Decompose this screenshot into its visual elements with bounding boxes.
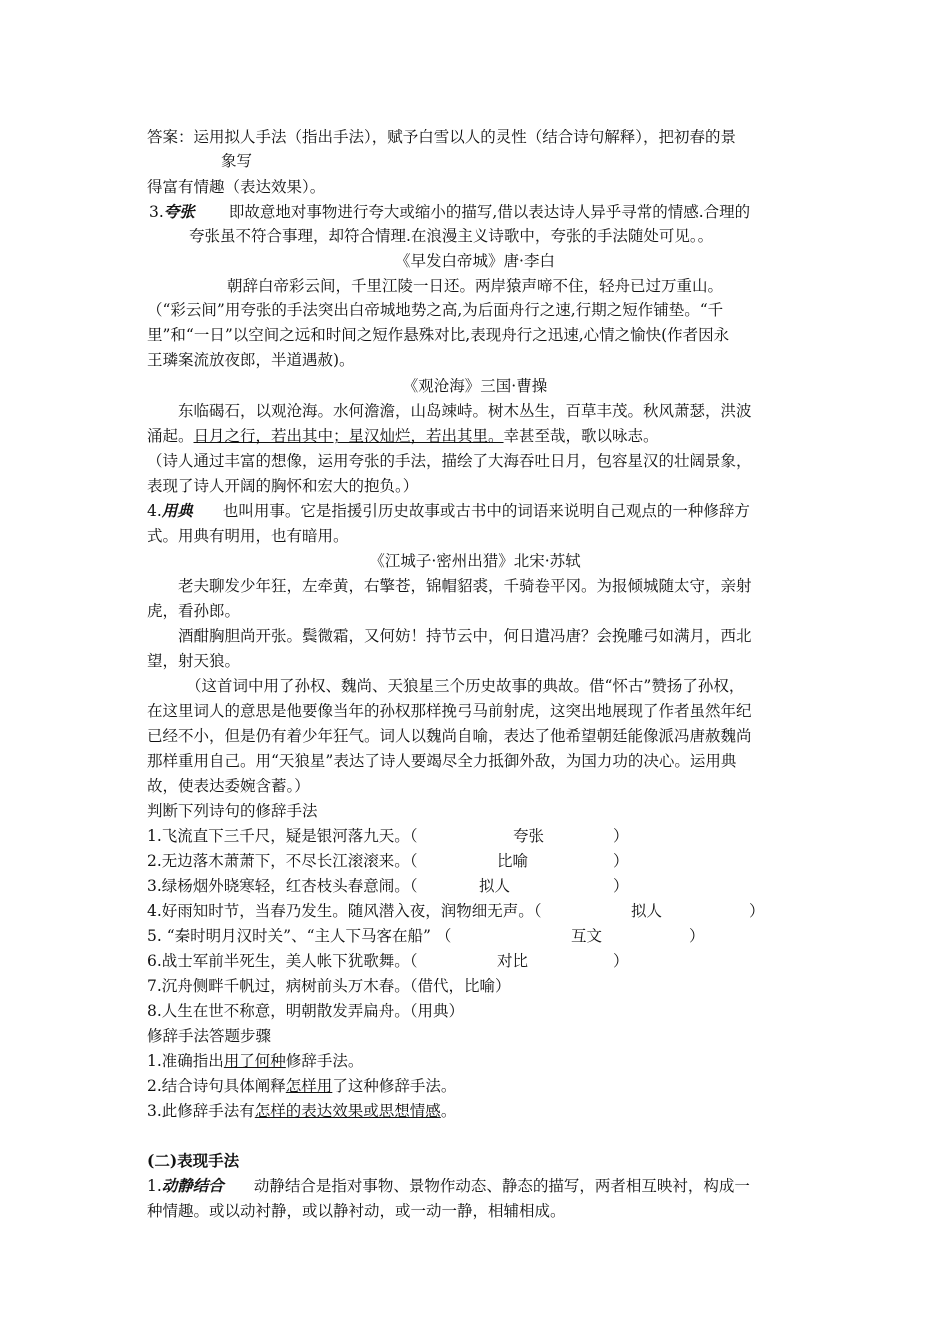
- analysis-line: 那样重用自己。用“天狼星”表达了诗人要竭尽全力抵御外敌，为国力功的决心。运用典: [147, 752, 737, 770]
- item-number: 3.: [149, 203, 164, 221]
- step-item: 3.此修辞手法有怎样的表达效果或思想情感。: [147, 1102, 457, 1120]
- hyperbole-heading: [149, 202, 750, 222]
- exercise-item: 2.无边落木萧萧下，不尽长江滚滚来。（ 比喻 ）: [147, 852, 629, 870]
- exercise-answer: 对比: [497, 952, 529, 970]
- poem-title-zaofa: 《早发白帝城》唐·李白: [395, 252, 555, 270]
- dynamic-static-heading: [147, 1176, 750, 1196]
- poem-title-jiangchengzi: 《江城子·密州出猎》北宋·苏轼: [369, 552, 581, 570]
- analysis-line: 王璘案流放夜郎，半道遇赦)。: [147, 351, 355, 369]
- exercise-answer: 拟人: [631, 902, 663, 920]
- exercise-item: 6.战士军前半死生，美人帐下犹歌舞。（ 对比 ）: [147, 952, 629, 970]
- poem-body-guancanghai-cont: 涌起。日月之行，若出其中；星汉灿烂，若出其里。幸甚至哉，歌以咏志。: [147, 427, 659, 445]
- allusion-definition: 也叫用事。它是指援引历史故事或古书中的词语来说明自己观点的一种修辞方: [222, 502, 750, 520]
- exercise-answer: 互文: [571, 927, 603, 945]
- term-allusion: 用典: [161, 501, 193, 520]
- exercise-item: 8.人生在世不称意，明朝散发弄扁舟。（用典）: [147, 1002, 465, 1020]
- exercise-item: 1.飞流直下三千尺，疑是银河落九天。（ 夸张 ）: [147, 827, 629, 845]
- analysis-line: （这首词中用了孙权、魏尚、天狼星三个历史故事的典故。借“怀古”赞扬了孙权，: [186, 677, 745, 695]
- poem-body-jiangchengzi: 酒酣胸胆尚开张。鬓微霜，又何妨！持节云中，何日遣冯唐？会挽雕弓如满月，西北: [178, 627, 752, 645]
- dynamic-static-definition: 动静结合是指对事物、景物作动态、静态的描写，两者相互映衬，构成一: [253, 1177, 750, 1195]
- poem-body-guancanghai: 东临碣石，以观沧海。水何澹澹，山岛竦峙。树木丛生，百草丰茂。秋风萧瑟，洪波: [178, 402, 752, 420]
- exercise-item: 7.沉舟侧畔千帆过，病树前头万木春。（借代，比喻）: [147, 977, 511, 995]
- poem-body-jiangchengzi: 虎，看孙郎。: [147, 602, 241, 620]
- exercise-answer: 拟人: [479, 877, 511, 895]
- item-number: 4.: [147, 502, 162, 520]
- term-hyperbole: 夸张: [163, 202, 195, 221]
- analysis-line: 表现了诗人开阔的胸怀和宏大的抱负。）: [147, 477, 419, 495]
- exercise-heading: 判断下列诗句的修辞手法: [147, 802, 318, 820]
- item-number: 1.: [147, 1177, 162, 1195]
- answer-line-2: 象写: [221, 152, 253, 170]
- exercise-item: 4.好雨知时节，当春乃发生。随风潜入夜，润物细无声。（ 拟人 ）: [147, 902, 765, 920]
- exercise-answer: 夸张: [513, 827, 545, 845]
- step-item: 1.准确指出用了何种修辞手法。: [147, 1052, 364, 1070]
- analysis-line: 在这里词人的意思是他要像当年的孙权那样挽弓马前射虎，这突出地展现了作者虽然年纪: [147, 702, 752, 720]
- analysis-line: （诗人通过丰富的想像，运用夸张的手法，描绘了大海吞吐日月，包容星汉的壮阔景象，: [147, 452, 752, 470]
- analysis-line: 里”和“一日”以空间之远和时间之短作悬殊对比,表现舟行之迅速,心情之愉快(作者因永: [147, 326, 730, 344]
- analysis-line: 故，使表达委婉含蓄。）: [147, 777, 310, 795]
- poem-body-jiangchengzi: 望，射天狼。: [147, 652, 241, 670]
- analysis-line: 已经不小，但是仍有着少年狂气。词人以魏尚自喻，表达了他希望朝廷能像派冯唐赦魏尚: [147, 727, 752, 745]
- analysis-line: （“彩云间”用夸张的手法突出白帝城地势之高,为后面舟行之速,行期之短作铺垫。“千: [147, 301, 724, 319]
- underlined-verse: 日月之行，若出其中；星汉灿烂，若出其里。: [193, 427, 504, 445]
- steps-heading: 修辞手法答题步骤: [147, 1027, 272, 1045]
- hyperbole-definition-cont: 夸张虽不符合事理，却符合情理.在浪漫主义诗歌中，夸张的手法随处可见。。: [189, 227, 714, 245]
- allusion-definition-cont: 式。用典有明用，也有暗用。: [147, 527, 349, 545]
- exercise-item: 5. “秦时明月汉时关”、“主人下马客在船” （ 互文 ）: [147, 927, 705, 945]
- poem-title-guancanghai: 《观沧海》三国·曹操: [402, 377, 548, 395]
- poem-body-jiangchengzi: 老夫聊发少年狂，左牵黄，右擎苍，锦帽貂裘，千骑卷平冈。为报倾城随太守，亲射: [178, 577, 752, 595]
- exercise-answer: 比喻: [497, 852, 529, 870]
- step-item: 2.结合诗句具体阐释怎样用了这种修辞手法。: [147, 1077, 457, 1095]
- answer-line-1: 答案：运用拟人手法（指出手法），赋予白雪以人的灵性（结合诗句解释），把初春的景: [147, 128, 737, 146]
- exercise-item: 3.绿杨烟外晓寒轻，红杏枝头春意闹。（ 拟人 ）: [147, 877, 629, 895]
- allusion-heading: [147, 501, 750, 521]
- hyperbole-definition: 即故意地对事物进行夸大或缩小的描写,借以表达诗人异乎寻常的情感.合理的: [228, 203, 751, 221]
- poem-body-zaofa: 朝辞白帝彩云间，千里江陵一日还。两岸猿声啼不住，轻舟已过万重山。: [226, 277, 723, 295]
- section-heading: (二)表现手法: [147, 1151, 240, 1170]
- answer-line-3: 得富有情趣（表达效果）。: [147, 178, 326, 196]
- dynamic-static-definition-cont: 种情趣。或以动衬静，或以静衬动，或一动一静，相辅相成。: [147, 1202, 566, 1220]
- term-dynamic-static: 动静结合: [161, 1176, 224, 1195]
